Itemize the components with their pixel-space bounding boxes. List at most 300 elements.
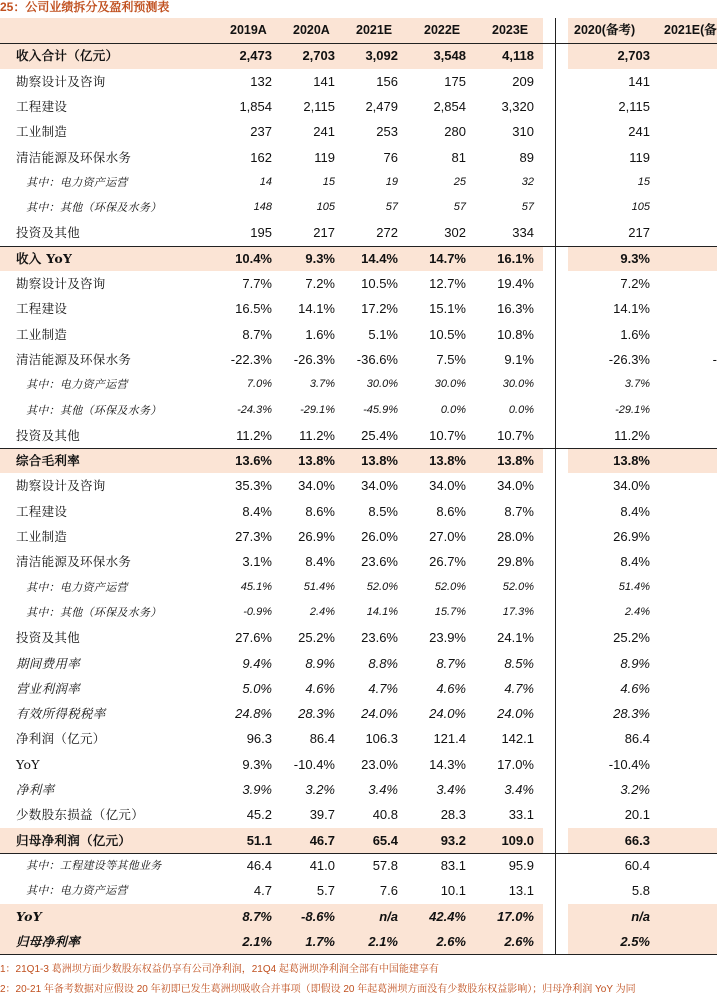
- table-cell: 34.0%: [429, 478, 466, 494]
- table-title: 25：公司业绩拆分及盈利预测表: [0, 0, 170, 14]
- table-row: [0, 676, 717, 701]
- table-cell: 4.7: [253, 883, 272, 899]
- row-label: 工业制造: [16, 326, 68, 342]
- table-cell: 15: [322, 175, 335, 188]
- table-cell: 26.9%: [298, 529, 335, 544]
- table-cell: 14.1%: [298, 301, 335, 317]
- table-cell: 45.1%: [240, 580, 272, 593]
- table-cell: 13.8%: [298, 453, 335, 469]
- column-header: 2023E: [492, 23, 529, 37]
- table-cell: 3,320: [501, 98, 534, 114]
- table-cell: 2.4%: [309, 605, 335, 618]
- table-cell: -8.6%: [301, 908, 335, 924]
- table-cell: 23.0%: [361, 756, 398, 772]
- table-cell: 2.6%: [436, 933, 466, 949]
- table-cell: 2.1%: [368, 933, 398, 949]
- table-row: [0, 69, 717, 94]
- table-cell: 2,115: [618, 98, 650, 114]
- table-row: [0, 904, 717, 929]
- table-cell: 195: [250, 225, 272, 241]
- table-cell: 39.7: [309, 807, 335, 823]
- table-cell: 24.1%: [497, 630, 534, 646]
- table-cell: -29.1%: [615, 403, 650, 416]
- table-cell: 8.8%: [368, 655, 398, 671]
- table-cell: 23.6%: [361, 630, 398, 646]
- table-cell: 14.1%: [366, 605, 398, 618]
- column-header: 2019A: [230, 23, 267, 37]
- row-label: 勘察设计及咨询: [16, 73, 106, 89]
- table-cell: -29.1%: [300, 403, 335, 416]
- table-cell: 19: [385, 175, 398, 188]
- row-divider: [0, 246, 717, 247]
- row-label: YoY: [16, 756, 40, 772]
- table-cell: 3.2%: [620, 782, 650, 797]
- table-cell: 28.3%: [298, 706, 335, 722]
- table-cell: [690, 752, 717, 777]
- row-label: 其中：工程建设等其他业务: [26, 858, 162, 872]
- table-cell: 217: [628, 225, 650, 241]
- table-cell: [690, 828, 717, 853]
- table-row: [0, 853, 717, 878]
- table-cell: n/a: [631, 908, 650, 924]
- table-cell: 3.4%: [436, 782, 466, 797]
- table-row: [0, 145, 717, 170]
- table-cell: 46.7: [309, 832, 335, 848]
- row-label: 投资及其他: [16, 225, 81, 241]
- table-cell: -22.3%: [230, 351, 272, 367]
- table-cell: [690, 853, 717, 878]
- table-cell: -24.3%: [237, 403, 272, 416]
- row-label: 其中：其他（环保及水务）: [26, 605, 162, 619]
- table-cell: 27.0%: [429, 529, 466, 544]
- table-cell: [690, 777, 717, 802]
- table-cell: 86.4: [309, 731, 335, 747]
- table-cell: 10.5%: [429, 326, 466, 342]
- footnote: 2：20-21 年备考数据对应假设 20 年初即已发生葛洲坝吸收合并事项（即假设 20 年起葛洲坝方面没有少数股东权益影响）；归母净利润 YoY 为同: [0, 984, 636, 996]
- table-cell: 34.0%: [613, 478, 650, 494]
- table-cell: 9.3%: [620, 250, 650, 266]
- row-label: 清洁能源及环保水务: [16, 554, 132, 570]
- table-cell: 35.3%: [235, 478, 272, 494]
- table-cell: 2,703: [617, 48, 650, 64]
- table-cell: 32: [521, 175, 534, 188]
- table-cell: 217: [313, 225, 335, 241]
- footnote: 1：21Q1-3 葛洲坝方面少数股东权益仍享有公司净利润，21Q4 起葛洲坝净利润全部有中国能建享有: [0, 964, 439, 976]
- table-cell: 89: [519, 149, 534, 165]
- table-cell: 5.0%: [242, 680, 272, 696]
- table-cell: 26.0%: [361, 529, 398, 544]
- table-row: [0, 43, 717, 68]
- table-cell: 8.7%: [242, 908, 272, 924]
- table-cell: 1.6%: [620, 326, 650, 342]
- table-cell: 16.5%: [235, 301, 272, 317]
- table-cell: 7.2%: [620, 276, 650, 291]
- row-label: 投资及其他: [16, 630, 81, 646]
- table-cell: 5.1%: [368, 326, 398, 342]
- row-label: 收入合计（亿元）: [16, 48, 119, 64]
- table-cell: 24.0%: [429, 706, 466, 722]
- table-row: [0, 777, 717, 802]
- table-cell: 8.6%: [305, 503, 335, 519]
- table-cell: 5.7: [316, 883, 335, 899]
- table-cell: 4.6%: [620, 680, 650, 696]
- table-cell: 253: [376, 124, 398, 140]
- table-cell: 3.4%: [504, 782, 534, 797]
- table-cell: [690, 170, 717, 195]
- table-cell: [690, 296, 717, 321]
- table-cell: [690, 499, 717, 524]
- table-cell: 65.4: [372, 832, 398, 848]
- table-cell: 15: [637, 175, 650, 188]
- row-label: 勘察设计及咨询: [16, 276, 106, 291]
- table-cell: 41.0: [309, 857, 335, 873]
- table-cell: 14.7%: [429, 250, 466, 266]
- table-cell: 13.8%: [497, 453, 534, 469]
- table-cell: 3.9%: [242, 782, 272, 797]
- table-cell: 57: [521, 201, 534, 214]
- table-cell: 8.9%: [305, 655, 335, 671]
- table-cell: 13.8%: [361, 453, 398, 469]
- table-cell: 51.4%: [303, 580, 335, 593]
- column-header: 2022E: [424, 23, 461, 37]
- row-label: 工程建设: [16, 503, 68, 519]
- table-cell: [690, 43, 717, 68]
- table-row: [0, 119, 717, 144]
- table-cell: 142.1: [501, 731, 534, 747]
- table-cell: [690, 195, 717, 220]
- table-cell: 105: [631, 201, 650, 214]
- column-header: 2020A: [293, 23, 330, 37]
- table-row: [0, 499, 717, 524]
- table-cell: 2.4%: [624, 605, 650, 618]
- table-cell: -36.6%: [356, 351, 398, 367]
- row-label: 营业利润率: [16, 680, 81, 696]
- table-cell: 33.1: [508, 807, 534, 823]
- table-cell: 241: [313, 124, 335, 140]
- row-label: YoY: [16, 908, 42, 924]
- table-cell: 4.6%: [305, 680, 335, 696]
- table-cell: [690, 524, 717, 549]
- table-cell: 1.7%: [305, 933, 335, 949]
- table-row: [0, 195, 717, 220]
- table-cell: 11.2%: [614, 427, 650, 443]
- table-cell: 2.1%: [242, 933, 272, 949]
- table-cell: 9.3%: [242, 756, 272, 772]
- table-cell: 52.0%: [434, 580, 466, 593]
- table-cell: 14.3%: [429, 756, 466, 772]
- table-cell: 109.0: [501, 832, 534, 848]
- table-cell: 5.8: [631, 883, 650, 899]
- table-cell: [690, 423, 717, 448]
- row-label: 其中：电力资产运营: [26, 378, 128, 392]
- table-cell: 141: [313, 73, 335, 89]
- table-cell: 8.7%: [504, 503, 534, 519]
- row-label: 归母净利润（亿元）: [16, 832, 132, 848]
- table-cell: [690, 145, 717, 170]
- table-cell: 81: [451, 149, 466, 165]
- table-cell: 11.2%: [236, 427, 272, 443]
- table-row: [0, 347, 717, 372]
- table-row: [0, 802, 717, 827]
- row-label: 清洁能源及环保水务: [16, 149, 132, 165]
- table-cell: 25.2%: [298, 630, 335, 646]
- row-label: 少数股东损益（亿元）: [16, 807, 145, 823]
- table-cell: [690, 271, 717, 296]
- table-cell: 40.8: [372, 807, 398, 823]
- table-cell: 17.3%: [502, 605, 534, 618]
- table-cell: 272: [376, 225, 398, 241]
- table-cell: 8.4%: [305, 554, 335, 570]
- table-row: [0, 246, 717, 271]
- table-row: [0, 296, 717, 321]
- table-cell: n/a: [379, 908, 398, 924]
- table-cell: 28.0%: [497, 529, 534, 544]
- table-cell: [690, 549, 717, 574]
- table-row: [0, 878, 717, 903]
- table-cell: [690, 69, 717, 94]
- table-cell: 26.9%: [613, 529, 650, 544]
- row-label: 期间费用率: [16, 655, 81, 671]
- table-row: [0, 752, 717, 777]
- table-cell: 10.8%: [497, 326, 534, 342]
- column-header: 2020(备考): [574, 23, 636, 37]
- table-cell: 2,703: [302, 48, 335, 64]
- table-row: [0, 220, 717, 245]
- table-cell: 9.4%: [242, 655, 272, 671]
- table-cell: 15.7%: [434, 605, 466, 618]
- table-cell: 29.8%: [497, 554, 534, 570]
- row-label: 工程建设: [16, 98, 68, 114]
- table-row: [0, 271, 717, 296]
- table-row: [0, 575, 717, 600]
- table-cell: [690, 575, 717, 600]
- table-cell: [690, 220, 717, 245]
- table-cell: [690, 726, 717, 751]
- table-cell: [690, 625, 717, 650]
- table-row: [0, 929, 717, 954]
- table-cell: 16.3%: [497, 301, 534, 317]
- table-cell: 8.6%: [436, 503, 466, 519]
- table-cell: -26.3%: [608, 351, 650, 367]
- row-label: 其中：其他（环保及水务）: [26, 201, 162, 215]
- table-cell: 2,854: [433, 98, 466, 114]
- table-cell: [690, 929, 717, 954]
- table-bottom-border: [0, 954, 717, 955]
- row-label: 其中：电力资产运营: [26, 580, 128, 594]
- table-cell: 86.4: [624, 731, 650, 747]
- table-cell: 1,854: [239, 98, 272, 114]
- table-cell: [690, 701, 717, 726]
- table-cell: -: [712, 351, 717, 367]
- table-cell: 10.1: [440, 883, 466, 899]
- table-cell: 3.7%: [309, 378, 335, 391]
- table-cell: 20.1: [624, 807, 650, 823]
- row-label: 净利润（亿元）: [16, 731, 106, 747]
- table-cell: 237: [250, 124, 272, 140]
- table-cell: 25: [453, 175, 466, 188]
- table-cell: 17.0%: [497, 756, 534, 772]
- table-cell: 25.2%: [613, 630, 650, 646]
- table-cell: [690, 246, 717, 271]
- table-cell: 334: [512, 225, 534, 241]
- table-cell: 30.0%: [366, 378, 398, 391]
- table-cell: 46.4: [246, 857, 272, 873]
- row-label: 投资及其他: [16, 427, 81, 443]
- table-row: [0, 726, 717, 751]
- table-cell: 175: [444, 73, 466, 89]
- row-label: 有效所得税税率: [16, 706, 106, 722]
- row-label: 清洁能源及环保水务: [16, 351, 132, 367]
- table-cell: 12.7%: [429, 276, 466, 291]
- table-cell: 2.6%: [504, 933, 534, 949]
- table-row: [0, 398, 717, 423]
- table-row: [0, 651, 717, 676]
- table-cell: 83.1: [440, 857, 466, 873]
- table-cell: 14: [259, 175, 272, 188]
- table-cell: 119: [629, 149, 650, 165]
- column-header: 2021E(备: [664, 23, 717, 37]
- table-cell: [690, 119, 717, 144]
- table-cell: 51.4%: [618, 580, 650, 593]
- table-row: [0, 322, 717, 347]
- table-row: [0, 94, 717, 119]
- table-row: [0, 170, 717, 195]
- table-cell: 8.4%: [242, 503, 272, 519]
- table-cell: 13.8%: [613, 453, 650, 469]
- table-cell: 76: [383, 149, 398, 165]
- table-cell: 10.7%: [497, 427, 534, 443]
- table-cell: 24.8%: [235, 706, 272, 722]
- table-cell: 23.9%: [429, 630, 466, 646]
- table-cell: 121.4: [433, 731, 466, 747]
- table-cell: 19.4%: [497, 276, 534, 291]
- table-cell: 7.2%: [305, 276, 335, 291]
- table-cell: 280: [444, 124, 466, 140]
- table-cell: [690, 878, 717, 903]
- table-cell: [690, 802, 717, 827]
- table-cell: 3,092: [365, 48, 398, 64]
- table-row: [0, 423, 717, 448]
- table-cell: 3,548: [433, 48, 466, 64]
- table-cell: 10.4%: [235, 250, 272, 266]
- table-cell: 60.4: [624, 857, 650, 873]
- table-cell: 52.0%: [366, 580, 398, 593]
- table-cell: 2,115: [303, 98, 335, 114]
- table-cell: [690, 904, 717, 929]
- table-cell: 7.0%: [246, 378, 272, 391]
- table-cell: 4,118: [502, 48, 534, 64]
- table-header-row: [0, 18, 717, 43]
- table-cell: 1.6%: [305, 326, 335, 342]
- table-cell: 8.5%: [504, 655, 534, 671]
- row-label: 工业制造: [16, 124, 68, 140]
- table-cell: [690, 676, 717, 701]
- table-cell: 3.2%: [305, 782, 335, 797]
- column-divider: [555, 18, 556, 954]
- table-cell: 24.0%: [361, 706, 398, 722]
- row-label: 收入 YoY: [16, 250, 73, 266]
- row-label: 其中：其他（环保及水务）: [26, 403, 162, 417]
- table-cell: 2,479: [365, 98, 398, 114]
- table-cell: 10.7%: [429, 427, 466, 443]
- table-cell: [690, 600, 717, 625]
- table-cell: 2.5%: [620, 933, 650, 949]
- table-cell: 3.7%: [624, 378, 650, 391]
- table-cell: 162: [250, 149, 272, 165]
- table-cell: 4.7%: [504, 680, 534, 696]
- table-row: [0, 524, 717, 549]
- table-cell: 25.4%: [361, 427, 398, 443]
- table-cell: 57.8: [372, 857, 398, 873]
- table-cell: [690, 94, 717, 119]
- table-cell: 8.9%: [620, 655, 650, 671]
- table-cell: 17.2%: [361, 301, 398, 317]
- table-cell: [690, 473, 717, 498]
- table-cell: 16.1%: [497, 250, 534, 266]
- table-cell: 17.0%: [497, 908, 534, 924]
- row-label: 净利率: [16, 782, 55, 797]
- table-cell: -0.9%: [243, 605, 272, 618]
- table-cell: 13.8%: [429, 453, 466, 469]
- table-cell: 57: [385, 201, 398, 214]
- table-cell: 34.0%: [497, 478, 534, 494]
- table-cell: 27.6%: [235, 630, 272, 646]
- table-cell: 302: [444, 225, 466, 241]
- row-label: 其中：电力资产运营: [26, 175, 128, 189]
- table-cell: 105: [316, 201, 335, 214]
- table-cell: 11.2%: [299, 427, 335, 443]
- table-cell: 241: [628, 124, 650, 140]
- row-label: 归母净利率: [16, 933, 81, 949]
- table-cell: 156: [376, 73, 398, 89]
- table-row: [0, 701, 717, 726]
- table-cell: [690, 651, 717, 676]
- table-cell: 45.2: [246, 807, 272, 823]
- table-cell: 7.5%: [436, 351, 466, 367]
- table-cell: 9.3%: [305, 250, 335, 266]
- table-cell: 15.1%: [429, 301, 466, 317]
- table-row: [0, 828, 717, 853]
- table-cell: 3.1%: [242, 554, 272, 570]
- table-row: [0, 600, 717, 625]
- table-cell: [690, 448, 717, 473]
- table-cell: [690, 322, 717, 347]
- table-cell: 28.3%: [613, 706, 650, 722]
- table-cell: 4.6%: [436, 680, 466, 696]
- table-cell: 2,473: [239, 48, 272, 64]
- table-cell: 9.1%: [504, 351, 534, 367]
- table-row: [0, 473, 717, 498]
- table-cell: 4.7%: [368, 680, 398, 696]
- table-row: [0, 625, 717, 650]
- table-row: [0, 372, 717, 397]
- table-cell: 13.6%: [235, 453, 272, 469]
- table-cell: 24.0%: [497, 706, 534, 722]
- table-cell: 27.3%: [235, 529, 272, 544]
- table-cell: 34.0%: [361, 478, 398, 494]
- table-cell: [690, 398, 717, 423]
- table-cell: 3.4%: [368, 782, 398, 797]
- table-cell: 51.1: [246, 832, 272, 848]
- row-label: 工程建设: [16, 301, 68, 317]
- table-cell: 42.4%: [429, 908, 466, 924]
- table-cell: 13.1: [508, 883, 534, 899]
- table-cell: 28.3: [440, 807, 466, 823]
- table-cell: -10.4%: [608, 756, 650, 772]
- table-cell: 8.4%: [620, 503, 650, 519]
- table-cell: 106.3: [365, 731, 398, 747]
- table-cell: 7.7%: [242, 276, 272, 291]
